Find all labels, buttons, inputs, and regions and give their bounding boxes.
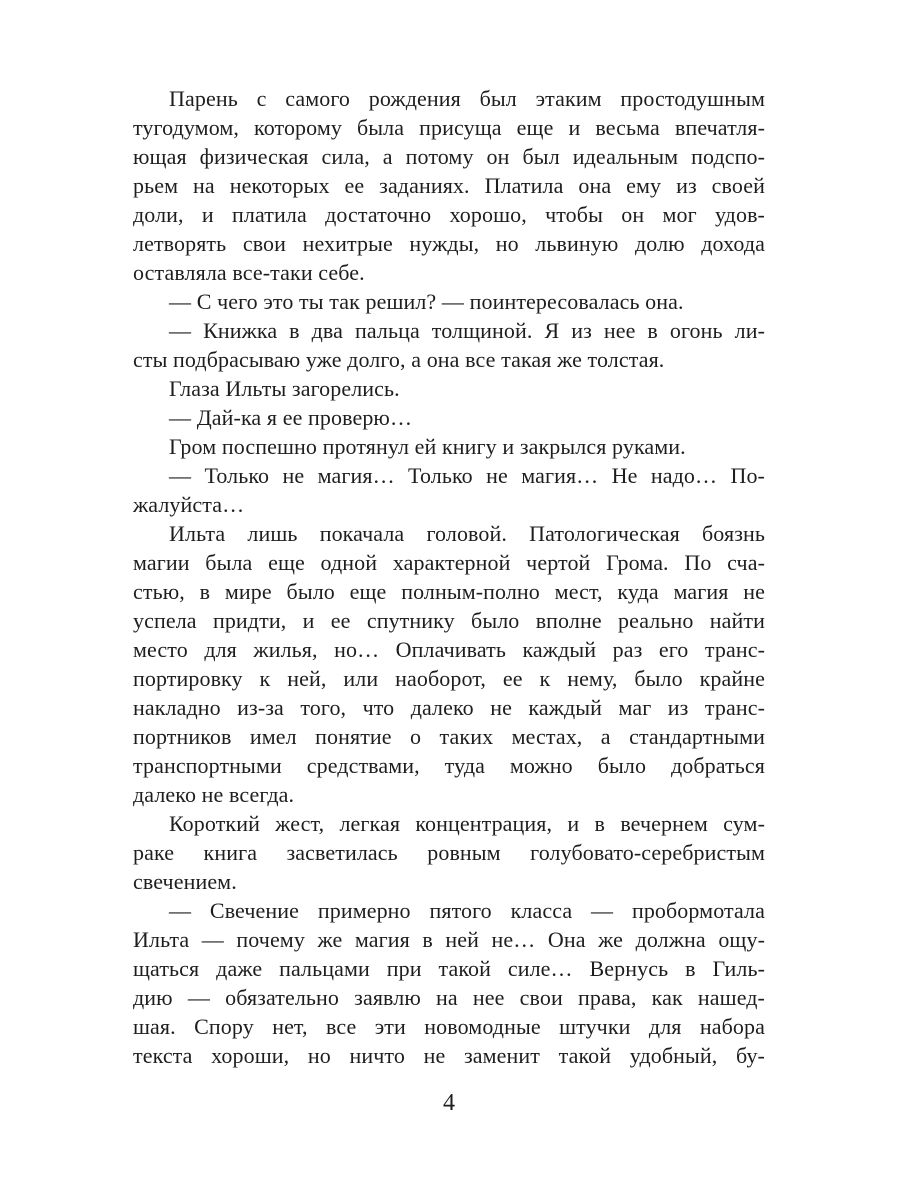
text-line: портировку к ней, или наоборот, ее к нему, было крайне: [133, 666, 765, 691]
paragraph: [133, 519, 765, 809]
text-line: Ильта — почему же магия в ней не… Она же должна ощу-: [133, 927, 765, 952]
text-line: рьем на некоторых ее заданиях. Платила она ему из своей: [133, 173, 765, 198]
text-line: тугодумом, которому была присуща еще и весьма впечатля-: [133, 115, 765, 140]
text-line: успела придти, и ее спутнику было вполне реально найти: [133, 608, 765, 633]
paragraph: [133, 896, 765, 1070]
paragraph: [133, 287, 765, 316]
text-line: — Дай-ка я ее проверю…: [169, 405, 413, 430]
text-line: Гром поспешно протянул ей книгу и закрылся руками.: [169, 434, 686, 459]
page-number: 4: [443, 1090, 455, 1116]
text-line: доли, и платила достаточно хорошо, чтобы он мог удов-: [133, 202, 765, 227]
text-line: свечением.: [133, 869, 237, 894]
paragraph: [133, 374, 765, 403]
text-line: жалуйста…: [133, 492, 245, 517]
text-line: дию — обязательно заявлю на нее свои права, как нашед-: [133, 985, 765, 1010]
text-line: ющая физическая сила, а потому он был идеальным подспо-: [133, 144, 765, 169]
text-line: шая. Спору нет, все эти новомодные штучки для набора: [133, 1014, 765, 1039]
text-line: место для жилья, но… Оплачивать каждый раз его транс-: [133, 637, 765, 662]
text-line: далеко не всегда.: [133, 782, 295, 807]
text-line: транспортными средствами, туда можно было добраться: [133, 753, 765, 778]
text-line: текста хороши, но ничто не заменит такой удобный, бу-: [133, 1043, 765, 1068]
text-line: магии была еще одной характерной чертой Грома. По сча-: [133, 550, 765, 575]
paragraph: [133, 316, 765, 374]
text-line: раке книга засветилась ровным голубовато-серебристым: [133, 840, 765, 865]
text-line: портников имел понятие о таких местах, а стандартными: [133, 724, 765, 749]
text-line: оставляла все-таки себе.: [133, 260, 365, 285]
paragraph: [133, 84, 765, 287]
text-line: — Свечение примерно пятого класса — пробормотала: [169, 898, 765, 923]
text-line: — С чего это ты так решил? — поинтересовалась она.: [169, 289, 684, 314]
paragraph: [133, 461, 765, 519]
text-line: Парень с самого рождения был этаким простодушным: [169, 86, 765, 111]
paragraph: [133, 432, 765, 461]
text-line: — Только не магия… Только не магия… Не надо… По-: [169, 463, 765, 488]
text-line: стью, в мире было еще полным-полно мест, куда магия не: [133, 579, 765, 604]
text-line: летворять свои нехитрые нужды, но львиную долю дохода: [133, 231, 765, 256]
text-line: Короткий жест, легкая концентрация, и в вечернем сум-: [169, 811, 765, 836]
text-line: щаться даже пальцами при такой силе… Вернусь в Гиль-: [133, 956, 765, 981]
text-line: накладно из-за того, что далеко не каждый маг из транс-: [133, 695, 765, 720]
text-line: сты подбрасываю уже долго, а она все такая же толстая.: [133, 347, 665, 372]
paragraph: [133, 809, 765, 896]
text-line: — Книжка в два пальца толщиной. Я из нее в огонь ли-: [169, 318, 765, 343]
text-line: Ильта лишь покачала головой. Патологическая боязнь: [169, 521, 765, 546]
text-block: [133, 84, 765, 1070]
text-line: Глаза Ильты загорелись.: [169, 376, 400, 401]
paragraph: [133, 403, 765, 432]
